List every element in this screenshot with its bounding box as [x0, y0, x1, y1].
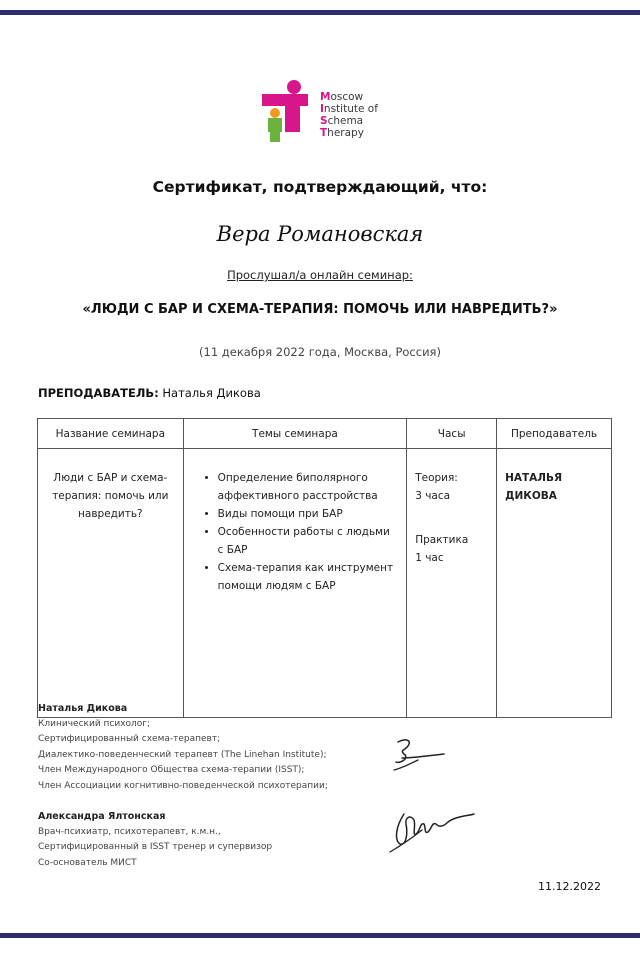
signatory-credential: Сертифицированный в ISST тренер и супервизор	[38, 842, 273, 852]
instructor-name: Наталья Дикова	[162, 386, 261, 400]
table-row	[38, 449, 612, 718]
instructor-label: ПРЕПОДАВАТЕЛЬ:	[38, 386, 159, 400]
seminar-table	[37, 418, 612, 718]
signatory-credential: Член Ассоциации когнитивно-поведенческой психотерапии;	[38, 780, 328, 791]
topics-list	[192, 469, 399, 595]
signatory-block	[38, 809, 272, 871]
topic-item: • Схема-терапия как инструмент помощи людям с БАР	[218, 559, 399, 595]
institute-logo	[258, 78, 428, 148]
cell-hours	[407, 449, 497, 718]
date-location: (11 декабря 2022 года, Москва, Россия)	[199, 345, 441, 359]
practice-label: Практика	[415, 534, 469, 546]
cell-seminar-name: Люди с БАР и схема-терапия: помочь или навредить?	[38, 449, 184, 718]
signatory-credential: Со-основатель МИСТ	[38, 857, 137, 868]
logo-figure-icon	[258, 78, 316, 144]
header-teacher: Преподаватель	[497, 419, 612, 449]
signatory-block	[38, 701, 328, 794]
theory-hours: 3 часа	[415, 490, 451, 502]
instructor-line	[38, 386, 261, 400]
signatory-credential: Член Международного Общества схема-терапии (ISST);	[38, 765, 305, 775]
signatory-credential: Сертифицированный схема-терапевт;	[38, 734, 221, 744]
signature-2-icon	[386, 806, 476, 856]
signatory-name: Наталья Дикова	[38, 703, 128, 714]
teacher-name: НАТАЛЬЯ ДИКОВА	[505, 472, 563, 502]
header-topics: Темы семинара	[183, 419, 407, 449]
cell-teacher	[497, 449, 612, 718]
header-hours: Часы	[407, 419, 497, 449]
certificate-heading: Сертификат, подтверждающий, что:	[152, 178, 488, 196]
signatory-credential: Диалектико-поведенческий терапевт (The Linehan Institute);	[38, 749, 327, 760]
theory-label: Теория:	[415, 472, 458, 484]
recipient-name: Вера Романовская	[216, 222, 424, 246]
cell-topics	[183, 449, 407, 718]
signatory-credential: Врач-психиатр, психотерапевт, к.м.н.,	[38, 826, 221, 837]
top-border	[0, 10, 640, 15]
topic-item: • Особенности работы с людьми с БАР	[218, 523, 399, 559]
seminar-title: «ЛЮДИ С БАР И СХЕМА-ТЕРАПИЯ: ПОМОЧЬ ИЛИ НАВРЕДИТЬ?»	[82, 302, 558, 317]
topic-item: • Определение биполярного аффективного расстройства	[218, 469, 399, 505]
signature-1-icon	[392, 736, 448, 776]
signatory-name: Александра Ялтонская	[38, 811, 166, 822]
signatory-credential: Клинический психолог;	[38, 718, 151, 729]
attended-statement: Прослушал/а онлайн семинар:	[227, 268, 413, 282]
table-header-row	[38, 419, 612, 449]
header-seminar-name: Название семинара	[38, 419, 184, 449]
topic-item: • Виды помощи при БАР	[218, 505, 399, 523]
bottom-border	[0, 933, 640, 938]
issue-date: 11.12.2022	[538, 880, 601, 893]
practice-hours: 1 час	[415, 552, 444, 564]
logo-wordmark: Moscow Institute of Schema Therapy	[320, 91, 378, 139]
